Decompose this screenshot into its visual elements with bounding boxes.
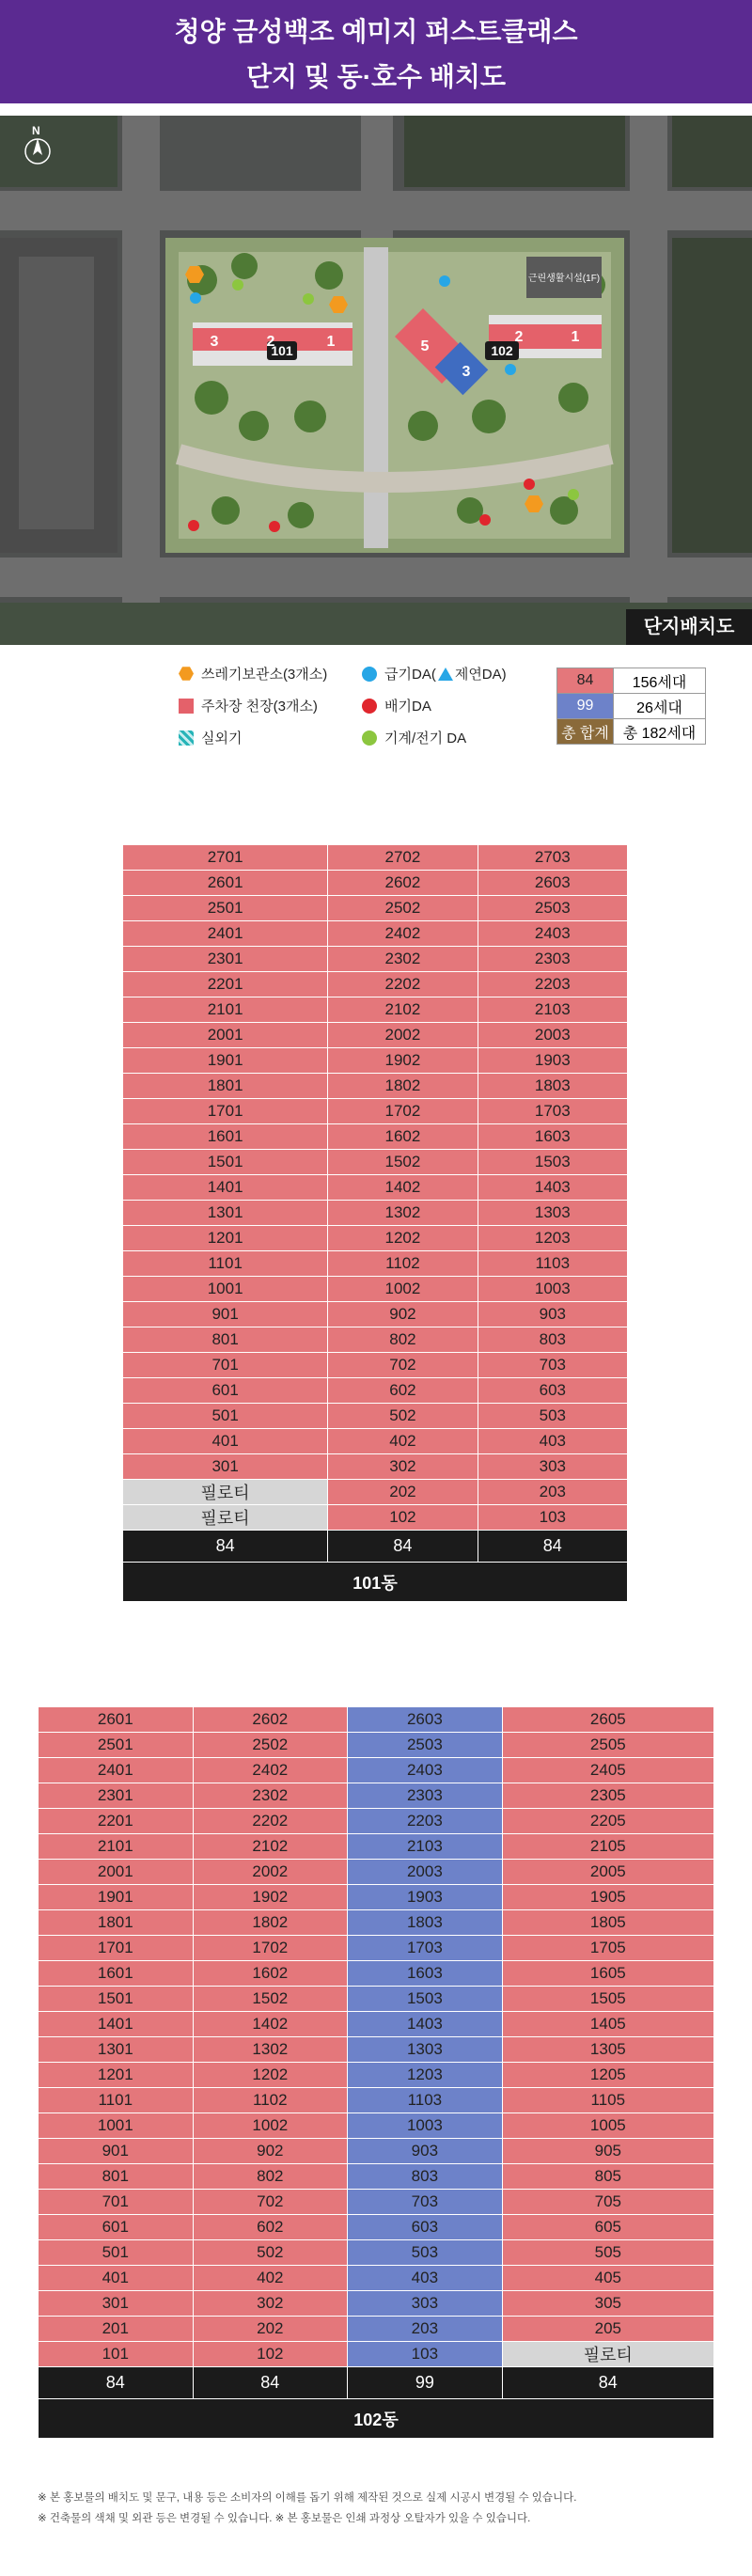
- wing-label: 2: [266, 334, 275, 350]
- wing-label: 1: [571, 329, 580, 345]
- unit-cell: 1201: [39, 2063, 194, 2088]
- floor-row: [123, 896, 628, 921]
- red-dot-icon: [362, 699, 377, 714]
- wing-label: 5: [420, 338, 430, 354]
- compass-label: N: [32, 124, 40, 137]
- unit-cell: 1803: [348, 1910, 503, 1936]
- unit-cell: 801: [39, 2164, 194, 2190]
- unit-cell: 1802: [328, 1074, 478, 1099]
- summary-count: 26세대: [614, 694, 706, 719]
- unit-cell: 1401: [39, 2012, 194, 2037]
- unit-cell: 1601: [39, 1961, 194, 1987]
- unit-cell: 503: [348, 2240, 503, 2266]
- floor-row: [123, 972, 628, 997]
- unit-cell: 1601: [123, 1124, 328, 1150]
- unit-type-cell: 84: [193, 2367, 348, 2399]
- unit-cell: 1102: [193, 2088, 348, 2113]
- unit-cell: 2002: [328, 1023, 478, 1048]
- floor-row: [123, 1277, 628, 1302]
- unit-cell: 1903: [478, 1048, 627, 1074]
- unit-cell: 1501: [123, 1150, 328, 1175]
- unit-cell: 605: [502, 2215, 713, 2240]
- unit-cell: 2003: [348, 1860, 503, 1885]
- floor-row: [123, 1150, 628, 1175]
- unit-cell: 1303: [478, 1201, 627, 1226]
- floor-row: [123, 1023, 628, 1048]
- wing-label: 3: [462, 364, 471, 380]
- unit-cell: 1203: [348, 2063, 503, 2088]
- unit-cell: 403: [348, 2266, 503, 2291]
- unit-cell: 1302: [328, 1201, 478, 1226]
- building-name-row: [123, 1563, 628, 1602]
- floor-row: [123, 1175, 628, 1201]
- floor-row: [123, 1302, 628, 1327]
- unit-cell: 1003: [478, 1277, 627, 1302]
- unit-cell: 2002: [193, 1860, 348, 1885]
- unit-cell: 1501: [39, 1987, 194, 2012]
- floor-row: [123, 1099, 628, 1124]
- unit-cell: 2502: [193, 1733, 348, 1758]
- unit-cell: 2101: [123, 997, 328, 1023]
- floor-row: [39, 2063, 714, 2088]
- unit-cell: 1402: [193, 2012, 348, 2037]
- unit-cell: 1605: [502, 1961, 713, 1987]
- piloti-cell: 필로티: [123, 1505, 328, 1531]
- floor-row: [39, 2088, 714, 2113]
- floor-row: [123, 1201, 628, 1226]
- summary-count: 총 182세대: [614, 719, 706, 745]
- floor-row: [39, 2113, 714, 2139]
- unit-type-row: [123, 1531, 628, 1563]
- unit-cell: 2201: [123, 972, 328, 997]
- unit-cell: 1901: [123, 1048, 328, 1074]
- floor-row: [123, 1454, 628, 1480]
- unit-cell: 501: [123, 1404, 328, 1429]
- unit-cell: 803: [478, 1327, 627, 1353]
- unit-cell: 1302: [193, 2037, 348, 2063]
- unit-cell: 502: [328, 1404, 478, 1429]
- unit-cell: 202: [193, 2317, 348, 2342]
- unit-cell: 2403: [478, 921, 627, 947]
- floor-row: [123, 947, 628, 972]
- unit-cell: 1101: [123, 1251, 328, 1277]
- hatched-square-icon: [179, 730, 194, 746]
- unit-cell: 1203: [478, 1226, 627, 1251]
- facility-label: 근린생활시설(1F): [527, 274, 601, 284]
- floor-row: [123, 1226, 628, 1251]
- summary-type: 84: [557, 668, 614, 694]
- unit-cell: 903: [348, 2139, 503, 2164]
- unit-cell: 1002: [193, 2113, 348, 2139]
- unit-cell: 2503: [348, 1733, 503, 1758]
- unit-cell: 1902: [193, 1885, 348, 1910]
- unit-cell: 603: [348, 2215, 503, 2240]
- unit-cell: 702: [328, 1353, 478, 1378]
- unit-cell: 601: [39, 2215, 194, 2240]
- label-102: 102: [491, 343, 513, 358]
- unit-cell: 2202: [328, 972, 478, 997]
- unit-cell: 602: [193, 2215, 348, 2240]
- unit-cell: 1703: [348, 1936, 503, 1961]
- wing-label: 1: [326, 334, 336, 350]
- floor-row: [39, 1860, 714, 1885]
- floor-row: [123, 871, 628, 896]
- unit-cell: 2501: [39, 1733, 194, 1758]
- floor-row: [123, 1404, 628, 1429]
- unit-cell: 1503: [348, 1987, 503, 2012]
- unit-cell: 401: [39, 2266, 194, 2291]
- unit-cell: 403: [478, 1429, 627, 1454]
- floor-row: [123, 1327, 628, 1353]
- unit-cell: 903: [478, 1302, 627, 1327]
- label-101: 101: [271, 343, 293, 358]
- unit-type-cell: 84: [39, 2367, 194, 2399]
- floor-row: [123, 1124, 628, 1150]
- unit-type-row: [39, 2367, 714, 2399]
- triangle-icon: [438, 668, 453, 681]
- hexagon-icon: [179, 667, 194, 682]
- unit-cell: 1603: [478, 1124, 627, 1150]
- unit-cell: 2401: [39, 1758, 194, 1783]
- unit-cell: 203: [348, 2317, 503, 2342]
- floor-row: [39, 1987, 714, 2012]
- unit-cell: 303: [478, 1454, 627, 1480]
- floor-row: [123, 921, 628, 947]
- unit-cell: 1305: [502, 2037, 713, 2063]
- unit-cell: 1001: [123, 1277, 328, 1302]
- unit-cell: 2303: [478, 947, 627, 972]
- floor-row: [39, 2342, 714, 2367]
- unit-cell: 1003: [348, 2113, 503, 2139]
- floor-row: [123, 1251, 628, 1277]
- floor-row: [39, 1733, 714, 1758]
- unit-cell: 701: [123, 1353, 328, 1378]
- unit-cell: 1701: [39, 1936, 194, 1961]
- unit-cell: 401: [123, 1429, 328, 1454]
- page-header: [0, 0, 752, 103]
- unit-cell: 2202: [193, 1809, 348, 1834]
- unit-cell: 2201: [39, 1809, 194, 1834]
- floor-row: [39, 2291, 714, 2317]
- unit-cell: 503: [478, 1404, 627, 1429]
- floor-row: [39, 2012, 714, 2037]
- floor-row: [39, 1885, 714, 1910]
- floor-row: [39, 1758, 714, 1783]
- unit-cell: 102: [193, 2342, 348, 2367]
- floor-row: [39, 1961, 714, 1987]
- unit-cell: 1702: [328, 1099, 478, 1124]
- unit-cell: 2203: [348, 1809, 503, 1834]
- floor-row: [39, 1936, 714, 1961]
- floor-row: [123, 1048, 628, 1074]
- unit-cell: 803: [348, 2164, 503, 2190]
- unit-cell: 405: [502, 2266, 713, 2291]
- unit-cell: 103: [348, 2342, 503, 2367]
- unit-cell: 202: [328, 1480, 478, 1505]
- unit-cell: 2205: [502, 1809, 713, 1834]
- legend-item: 배기DA: [362, 696, 431, 715]
- unit-cell: 2703: [478, 845, 627, 871]
- unit-cell: 1202: [193, 2063, 348, 2088]
- unit-cell: 2003: [478, 1023, 627, 1048]
- header-title: 청양 금성백조 예미지 퍼스트클래스: [174, 17, 578, 46]
- unit-cell: 2105: [502, 1834, 713, 1860]
- site-plan-caption: 단지배치도: [626, 609, 752, 645]
- floor-row: [39, 2240, 714, 2266]
- unit-cell: 2001: [39, 1860, 194, 1885]
- floor-row: [39, 2266, 714, 2291]
- floor-row: [39, 2190, 714, 2215]
- unit-cell: 1101: [39, 2088, 194, 2113]
- unit-cell: 2302: [328, 947, 478, 972]
- unit-type-cell: 84: [123, 1531, 328, 1563]
- floor-row: [123, 1429, 628, 1454]
- unit-cell: 1301: [123, 1201, 328, 1226]
- unit-cell: 2603: [478, 871, 627, 896]
- unit-cell: 1105: [502, 2088, 713, 2113]
- unit-cell: 1903: [348, 1885, 503, 1910]
- unit-cell: 1702: [193, 1936, 348, 1961]
- unit-cell: 2301: [39, 1783, 194, 1809]
- floor-row: [123, 845, 628, 871]
- floor-row: [123, 997, 628, 1023]
- unit-cell: 2402: [193, 1758, 348, 1783]
- unit-cell: 502: [193, 2240, 348, 2266]
- unit-cell: 2605: [502, 1707, 713, 1733]
- unit-cell: 1403: [348, 2012, 503, 2037]
- unit-cell: 801: [123, 1327, 328, 1353]
- disclaimer-notes: [38, 2488, 576, 2529]
- note-line: ※ 본 홍보물의 배치도 및 문구, 내용 등은 소비자의 이해를 돕기 위해 제작된 것으로 실제 시공시 변경될 수 있습니다.: [38, 2492, 577, 2504]
- building-name: 101동: [123, 1563, 628, 1602]
- unit-cell: 902: [193, 2139, 348, 2164]
- unit-cell: 103: [478, 1505, 627, 1531]
- floor-row: [123, 1074, 628, 1099]
- floor-row: [123, 1353, 628, 1378]
- unit-cell: 2405: [502, 1758, 713, 1783]
- unit-cell: 1005: [502, 2113, 713, 2139]
- floor-row: [39, 1910, 714, 1936]
- unit-cell: 1103: [478, 1251, 627, 1277]
- unit-cell: 701: [39, 2190, 194, 2215]
- unit-cell: 1202: [328, 1226, 478, 1251]
- legend-item: 주차장 천장(3개소): [179, 696, 318, 715]
- piloti-cell: 필로티: [123, 1480, 328, 1505]
- floor-row: [39, 2037, 714, 2063]
- wing-label: 3: [210, 334, 219, 350]
- unit-cell: 1602: [193, 1961, 348, 1987]
- unit-cell: 1701: [123, 1099, 328, 1124]
- unit-cell: 102: [328, 1505, 478, 1531]
- unit-cell: 1502: [328, 1150, 478, 1175]
- unit-cell: 1205: [502, 2063, 713, 2088]
- note-line: ※ 건축물의 색채 및 외관 등은 변경될 수 있습니다. ※ 본 홍보물은 인쇄 과정상 오탈자가 있을 수 있습니다.: [38, 2513, 531, 2524]
- unit-summary-table: [556, 668, 706, 745]
- unit-cell: 1102: [328, 1251, 478, 1277]
- unit-cell: 1505: [502, 1987, 713, 2012]
- unit-cell: 201: [39, 2317, 194, 2342]
- unit-type-cell: 84: [478, 1531, 627, 1563]
- unit-cell: 402: [193, 2266, 348, 2291]
- wing-label: 2: [514, 329, 524, 345]
- unit-cell: 305: [502, 2291, 713, 2317]
- floor-row: [123, 1505, 628, 1531]
- unit-cell: 1303: [348, 2037, 503, 2063]
- floor-row: [39, 2139, 714, 2164]
- unit-cell: 802: [193, 2164, 348, 2190]
- unit-cell: 2102: [328, 997, 478, 1023]
- floor-row: [39, 1834, 714, 1860]
- unit-cell: 1103: [348, 2088, 503, 2113]
- legend-item: 쓰레기보관소(3개소): [179, 664, 327, 683]
- unit-cell: 602: [328, 1378, 478, 1404]
- unit-cell: 1905: [502, 1885, 713, 1910]
- piloti-cell: 필로티: [502, 2342, 713, 2367]
- unit-cell: 1802: [193, 1910, 348, 1936]
- site-plan-image: [0, 116, 752, 645]
- legend-item: 급기DA( 제연DA): [362, 664, 507, 683]
- unit-cell: 901: [39, 2139, 194, 2164]
- floor-row: [39, 1707, 714, 1733]
- unit-cell: 1801: [39, 1910, 194, 1936]
- unit-cell: 2503: [478, 896, 627, 921]
- unit-cell: 905: [502, 2139, 713, 2164]
- unit-cell: 2403: [348, 1758, 503, 1783]
- unit-cell: 2502: [328, 896, 478, 921]
- unit-cell: 1502: [193, 1987, 348, 2012]
- unit-cell: 505: [502, 2240, 713, 2266]
- unit-type-cell: 99: [348, 2367, 503, 2399]
- unit-cell: 1803: [478, 1074, 627, 1099]
- unit-cell: 2501: [123, 896, 328, 921]
- unit-cell: 2602: [328, 871, 478, 896]
- unit-cell: 2401: [123, 921, 328, 947]
- unit-cell: 2505: [502, 1733, 713, 1758]
- building-101-table: [122, 844, 628, 1602]
- unit-cell: 601: [123, 1378, 328, 1404]
- unit-cell: 805: [502, 2164, 713, 2190]
- unit-cell: 1703: [478, 1099, 627, 1124]
- unit-cell: 2601: [123, 871, 328, 896]
- unit-cell: 705: [502, 2190, 713, 2215]
- unit-cell: 703: [478, 1353, 627, 1378]
- floor-row: [39, 2164, 714, 2190]
- unit-cell: 301: [39, 2291, 194, 2317]
- unit-cell: 2301: [123, 947, 328, 972]
- unit-cell: 501: [39, 2240, 194, 2266]
- floor-row: [123, 1480, 628, 1505]
- unit-cell: 603: [478, 1378, 627, 1404]
- unit-cell: 205: [502, 2317, 713, 2342]
- unit-cell: 2203: [478, 972, 627, 997]
- floor-row: [123, 1378, 628, 1404]
- summary-type: 99: [557, 694, 614, 719]
- unit-cell: 1602: [328, 1124, 478, 1150]
- unit-cell: 1402: [328, 1175, 478, 1201]
- unit-cell: 1405: [502, 2012, 713, 2037]
- unit-cell: 1002: [328, 1277, 478, 1302]
- floor-row: [39, 2317, 714, 2342]
- unit-cell: 402: [328, 1429, 478, 1454]
- floor-row: [39, 1783, 714, 1809]
- legend-item: 실외기: [179, 728, 242, 747]
- unit-cell: 1801: [123, 1074, 328, 1099]
- unit-cell: 1401: [123, 1175, 328, 1201]
- legend-item: 기계/전기 DA: [362, 728, 466, 747]
- unit-cell: 702: [193, 2190, 348, 2215]
- unit-cell: 1201: [123, 1226, 328, 1251]
- blue-dot-icon: [362, 667, 377, 682]
- unit-cell: 1902: [328, 1048, 478, 1074]
- unit-cell: 2303: [348, 1783, 503, 1809]
- unit-cell: 2603: [348, 1707, 503, 1733]
- green-dot-icon: [362, 730, 377, 746]
- unit-cell: 703: [348, 2190, 503, 2215]
- unit-cell: 2102: [193, 1834, 348, 1860]
- unit-cell: 203: [478, 1480, 627, 1505]
- unit-cell: 2001: [123, 1023, 328, 1048]
- unit-cell: 1901: [39, 1885, 194, 1910]
- unit-cell: 2402: [328, 921, 478, 947]
- unit-cell: 303: [348, 2291, 503, 2317]
- unit-cell: 2103: [348, 1834, 503, 1860]
- unit-cell: 2005: [502, 1860, 713, 1885]
- unit-cell: 2601: [39, 1707, 194, 1733]
- unit-cell: 1705: [502, 1936, 713, 1961]
- unit-cell: 2702: [328, 845, 478, 871]
- unit-type-cell: 84: [502, 2367, 713, 2399]
- unit-cell: 2103: [478, 997, 627, 1023]
- building-name: 102동: [39, 2399, 714, 2439]
- unit-cell: 902: [328, 1302, 478, 1327]
- floor-row: [39, 1809, 714, 1834]
- unit-cell: 901: [123, 1302, 328, 1327]
- unit-cell: 302: [193, 2291, 348, 2317]
- unit-cell: 101: [39, 2342, 194, 2367]
- floor-row: [39, 2215, 714, 2240]
- building-name-row: [39, 2399, 714, 2439]
- unit-cell: 2101: [39, 1834, 194, 1860]
- summary-type: 총 합계: [557, 719, 614, 745]
- unit-cell: 1301: [39, 2037, 194, 2063]
- unit-cell: 302: [328, 1454, 478, 1480]
- summary-count: 156세대: [614, 668, 706, 694]
- building-102-table: [38, 1706, 714, 2439]
- square-icon: [179, 699, 194, 714]
- unit-cell: 1805: [502, 1910, 713, 1936]
- header-subtitle: 단지 및 동·호수 배치도: [245, 62, 507, 91]
- unit-cell: 802: [328, 1327, 478, 1353]
- unit-cell: 301: [123, 1454, 328, 1480]
- unit-cell: 2305: [502, 1783, 713, 1809]
- unit-cell: 2701: [123, 845, 328, 871]
- unit-cell: 2302: [193, 1783, 348, 1809]
- unit-cell: 1603: [348, 1961, 503, 1987]
- unit-type-cell: 84: [328, 1531, 478, 1563]
- unit-cell: 2602: [193, 1707, 348, 1733]
- unit-cell: 1503: [478, 1150, 627, 1175]
- unit-cell: 1403: [478, 1175, 627, 1201]
- unit-cell: 1001: [39, 2113, 194, 2139]
